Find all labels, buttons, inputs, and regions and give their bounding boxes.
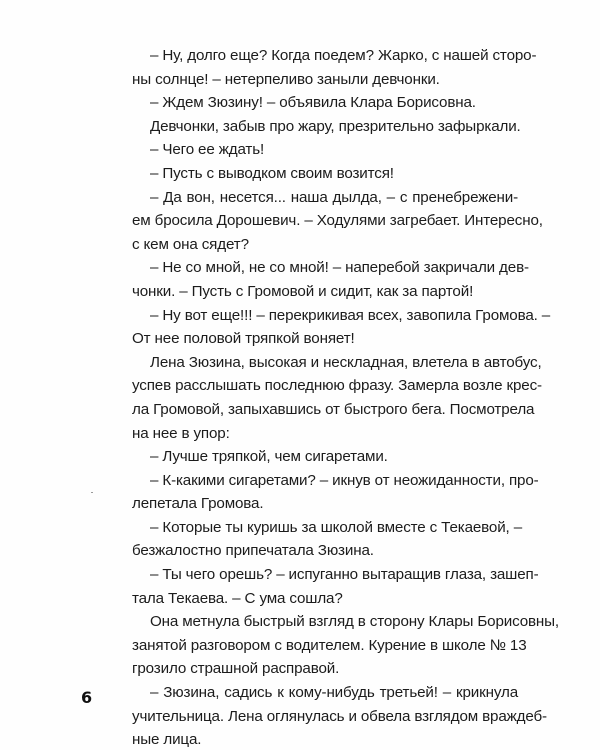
text-line: на нее в упор: <box>132 424 230 442</box>
text-line: – Ну, долго еще? Когда поедем? Жарко, с нашей сторо- <box>150 47 537 64</box>
text-line: ны солнце! – нетерпеливо заныли девчонки. <box>132 70 440 88</box>
text-line: Лена Зюзина, высокая и нескладная, влетела в автобус, <box>150 353 542 371</box>
page-number: 6 <box>81 688 93 707</box>
text-line: – Пусть с выводком своим возится! <box>150 164 394 182</box>
text-line: – Зюзина, садись к кому-нибудь третьей! – крикнула <box>150 684 518 702</box>
text-line: – Лучше тряпкой, чем сигаретами. <box>150 448 388 466</box>
text-line: успев расслышать последнюю фразу. Замерла возле крес- <box>132 377 542 395</box>
text-line: чонки. – Пусть с Громовой и сидит, как за партой! <box>132 282 474 300</box>
body-text <box>132 44 559 752</box>
text-line: с кем она сядет? <box>132 235 249 253</box>
text-line: грозило страшной расправой. <box>132 660 340 678</box>
text-line: Она метнула быстрый взгляд в сторону Клары Борисовны, <box>150 613 559 631</box>
text-line: – Не со мной, не со мной! – наперебой закричали дев- <box>150 259 529 277</box>
text-line: – Чего ее ждать! <box>150 141 265 159</box>
text-line: учительница. Лена оглянулась и обвела взглядом враждеб- <box>132 707 547 725</box>
text-line: тала Текаева. – С ума сошла? <box>132 589 343 607</box>
text-line: ла Громовой, запыхавшись от быстрого бега. Посмотрела <box>132 400 535 418</box>
text-line: – Которые ты куришь за школой вместе с Текаевой, – <box>150 518 522 536</box>
text-line: – Ждем Зюзину! – объявила Клара Борисовна. <box>150 94 476 112</box>
text-line: занятой разговором с водителем. Курение в школе № 13 <box>132 636 527 654</box>
text-line: От нее половой тряпкой воняет! <box>132 330 355 348</box>
scan-speck <box>91 492 93 493</box>
text-line: – Ну вот еще!!! – перекрикивая всех, завопила Громова. – <box>150 306 551 324</box>
text-line: – Ты чего орешь? – испуганно вытаращив глаза, зашеп- <box>150 566 539 584</box>
text-line: ные лица. <box>132 731 202 749</box>
text-line: – Да вон, несется... наша дылда, – с пренебрежени- <box>150 188 518 206</box>
text-line: Девчонки, забыв про жару, презрительно зафыркали. <box>150 117 521 135</box>
text-line: лепетала Громова. <box>132 495 264 513</box>
text-line: – К-какими сигаретами? – икнув от неожиданности, про- <box>150 471 539 489</box>
text-line: безжалостно припечатала Зюзина. <box>132 542 374 560</box>
text-line: ем бросила Дорошевич. – Ходулями загребает. Интересно, <box>132 212 543 230</box>
